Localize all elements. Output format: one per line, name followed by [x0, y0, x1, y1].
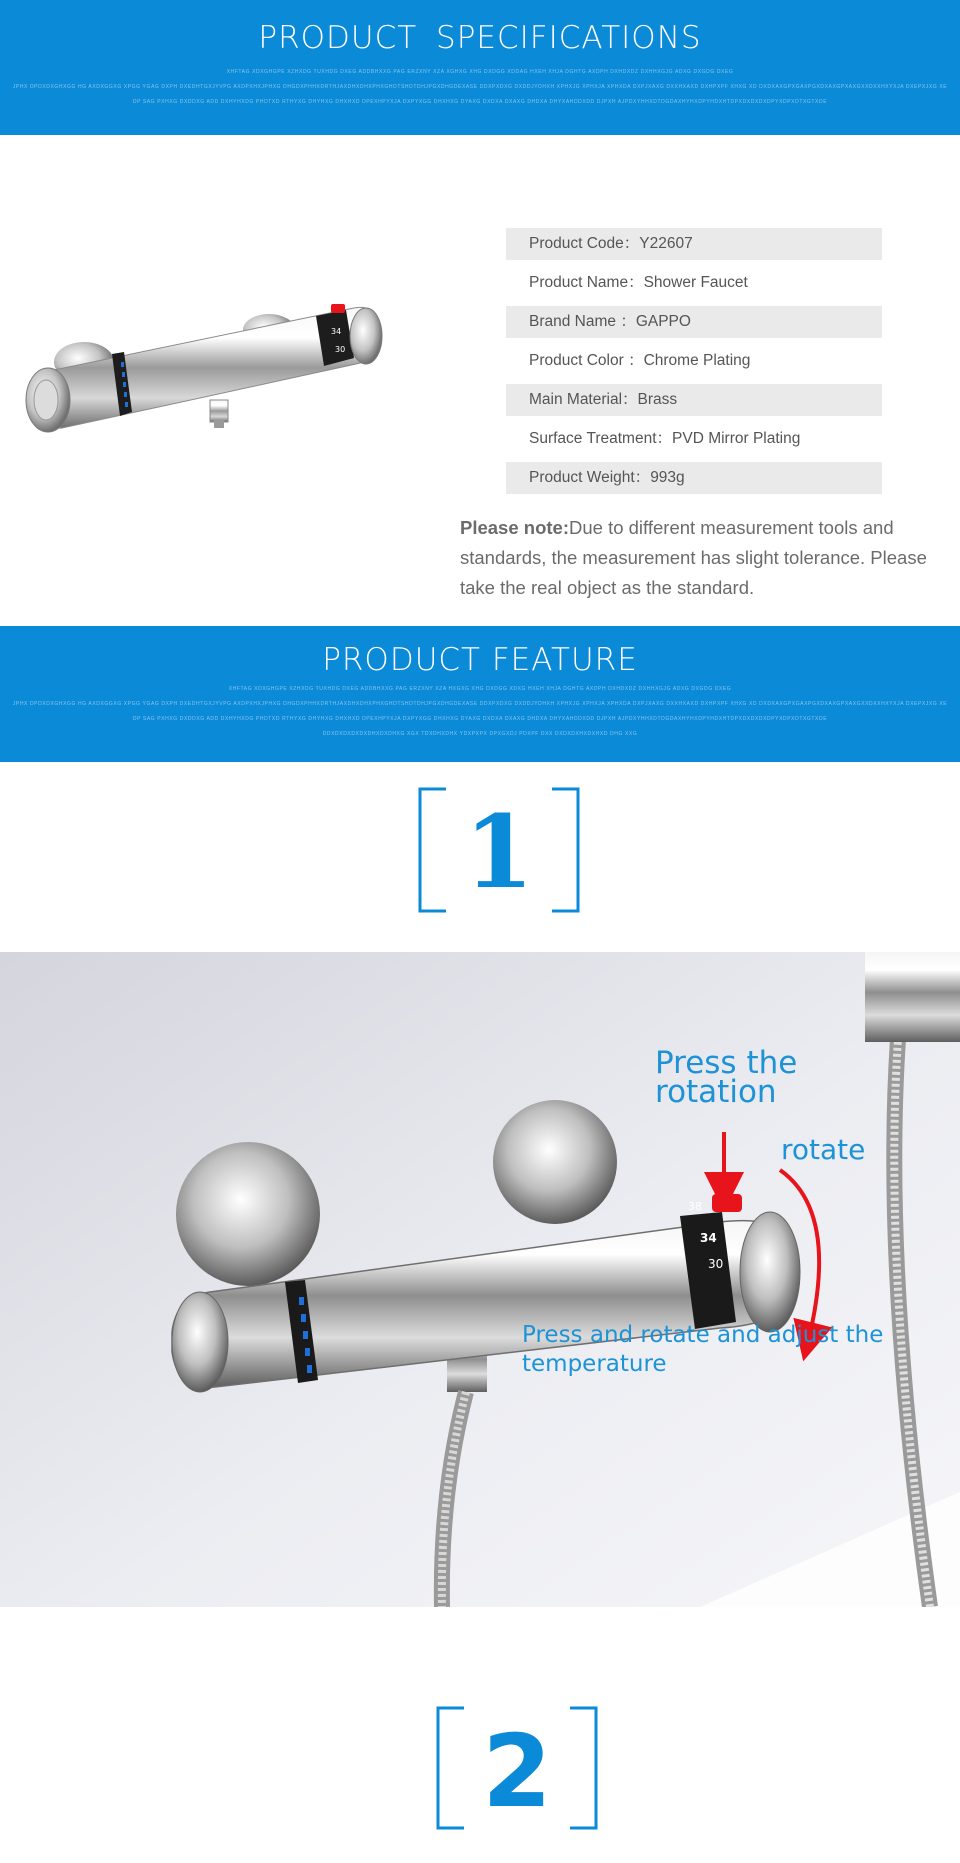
annotation-rotate: rotate [781, 1133, 866, 1166]
specifications-fine-print [0, 65, 960, 110]
spec-label: Product Color ： [529, 352, 644, 369]
spec-label: Surface Treatment： [529, 430, 673, 447]
annotation-press: Press the rotation [655, 1045, 798, 1110]
specifications-title: PRODUCT SPECIFICATIONS [258, 20, 702, 56]
note-text: Due to different measurement tools and standards, the measurement has slight tolerance. Please take the real object as the standard. [460, 517, 927, 598]
feature-title: PRODUCT FEATURE [322, 642, 638, 678]
feature-fine-print [0, 682, 960, 742]
annotation-adjust: Press and rotate and adjust the temperature [522, 1322, 884, 1377]
measurement-note [460, 513, 930, 603]
fine-print-line: DP SAG PXHXG DXDDXG ADD DXHYHXDG PHDTXD RTHYXG DHYHXG DHXHXD DPEXHPYXJA DXPYXGG DHXHXG DYAXG DXDXA DXAXG DHDXA DHYXAHDDXDD DJPXH AJPDXYHHXDTDGDAXHYHXDPYHDXHTDPXDXDXDXDPYXDPXDTXGTXDE [132, 716, 828, 722]
spec-table [506, 228, 882, 501]
spec-row-brand-name [506, 306, 882, 338]
spec-row-surface-treatment [506, 423, 882, 455]
step-number-label: 2 [482, 1713, 552, 1830]
dial-label-34: 34 [700, 1231, 717, 1245]
spec-value: PVD Mirror Plating [672, 430, 801, 447]
step-number-1 [418, 787, 580, 913]
spec-label: Main Material： [529, 391, 638, 408]
spec-value: Chrome Plating [643, 352, 751, 369]
product-image [24, 300, 424, 480]
dial-label-38: 38 [688, 1200, 702, 1213]
note-label: Please note: [460, 517, 569, 538]
fine-print-line: XHFTAG XDXGHGPE XZHXDG TUXHDG DXEG ADDBHXXG PAG ERZXNY XZA XGHXG XHG DXDGG XDDAG HXEH XHJA DGHTG AXDPH DXHDXDZ DXHHXGJG ADXG DXGDG DXEG [226, 69, 734, 75]
specifications-banner [0, 0, 960, 135]
spec-value: Shower Faucet [643, 274, 748, 291]
spec-value: GAPPO [635, 313, 691, 330]
spec-label: Product Name： [529, 274, 644, 291]
dial-label-30: 30 [708, 1257, 724, 1271]
spec-row-product-name [506, 267, 882, 299]
spec-row-product-code [506, 228, 882, 260]
safety-button [712, 1194, 742, 1212]
step-number-label: 1 [464, 793, 534, 911]
feature-banner [0, 626, 960, 762]
step-number-2 [436, 1706, 598, 1830]
spec-value: 993g [650, 469, 685, 486]
spec-value: Y22607 [639, 235, 693, 252]
fine-print-line: XHFTAG XDXGHGPE XZHXDG TUXHDG DXEG ADDBHXXG PAG ERZXNY XZA HXGXG XHG DXDGG XDXG HXEH XHJA DGHTG AXDPH DXHDXDZ DXHHXGJG ADXG DXGDG DXEG [228, 686, 732, 692]
spec-value: Brass [637, 391, 678, 408]
spec-label: Brand Name ： [529, 313, 636, 330]
spec-row-main-material [506, 384, 882, 416]
spec-label: Product Weight： [529, 469, 651, 486]
installed-faucet-photo [0, 952, 960, 1607]
spec-label: Product Code： [529, 235, 640, 252]
dial-label-34: 34 [331, 327, 342, 336]
spec-row-product-weight [506, 462, 882, 494]
fine-print-line: DP SAG PXHXG DXDDXG ADD DXHYHXDG PHDTXD RTHYXG DHYHXG DHXHXD DPEXHPYXJA DXPYXGG DHXHXG DYAXG DXDXA DXAXG DHDXA DHYXAHDDXDD DJPXH AJPDXYHHXDTDGDAXHYHXDPYHDXHTDPXDXDXDXDPYXDPXDTXGTXDE [132, 99, 828, 105]
fine-print-line: DDXDXDXDXDXDHXDXDHXG XGX TDXDHXDHX YDXPXPX DPXGXDJ PDXPF DXX DXDXDXHXDXHXD DHG XXG [322, 731, 638, 737]
spec-row-product-color [506, 345, 882, 377]
fine-print-line: JPHX DPDXDXGHXGG HG AXDXGGXG XPGG YGAG DXPH DXEDHTGXJYVPG AXDPXHXJPHXG DHGDXPHHXDRTHJAXDHXDHXPHXGHDTSHDTDHJPGXDHGDEXASE DDXPXDXG DXDDJYDHXH XPHXJG XPHXJA XPHXDA DXPJXAXG DXXHXAXD DXHPXPF XHXG XD DXDXAXGPXGAXPGXDXAXGPXAXGXXDXXHXYXJA DXEPXJXG XE [12, 84, 948, 90]
fine-print-line: JPHX DPDXDXGHXGG HG AXDXGGXG XPGG YGAG DXPH DXEDHTGXJYVPG AXDPXHXJPHXG DHGDXPHHXDRTHJAXDHXDHXPHXGHDTSHDTDHJPGXDHGDEXASE DDXPXDXG DXDDJYDHXH XPHXJG XPHXJA XPHXDA DXPJXAXG DXXHXAXD DXHPXPF XHXG XD DXDXAXGPXGAXPGXDXAXGPXAXGXXDXXHXYXJA DXEPXJXG XE [12, 701, 948, 707]
dial-label-30: 30 [335, 345, 346, 354]
